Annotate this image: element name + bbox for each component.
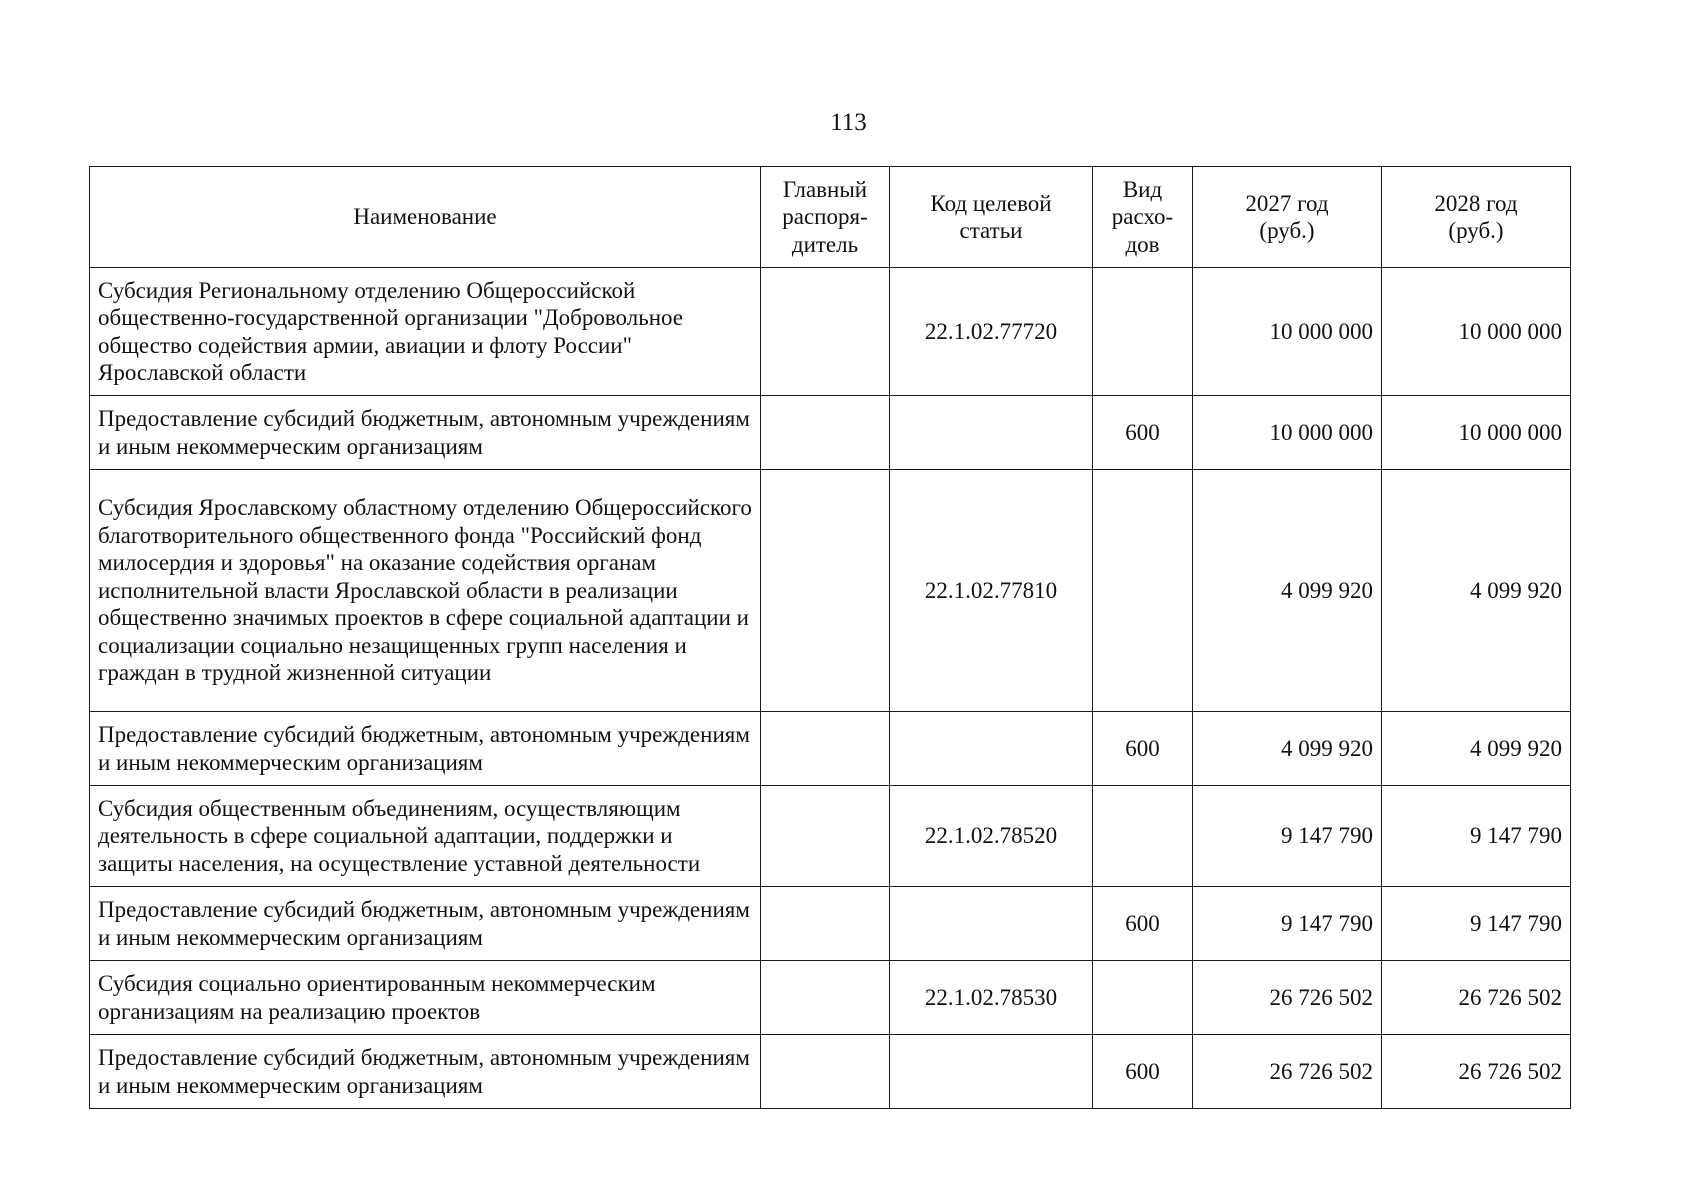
header-2028	[1382, 167, 1571, 268]
cell-vid	[1093, 470, 1193, 712]
cell-name: Предоставление субсидий бюджетным, автономным учреждениям и иным некоммерческим организациям	[90, 887, 761, 961]
cell-2027: 26 726 502	[1193, 1035, 1382, 1109]
cell-vid	[1093, 268, 1193, 396]
header-code-text: Код целевой статьи	[930, 190, 1052, 243]
header-name	[90, 167, 761, 268]
cell-name: Субсидия социально ориентированным некоммерческим организациям на реализацию проектов	[90, 961, 761, 1035]
cell-vid	[1093, 786, 1193, 887]
header-2028-text: 2028 год (руб.)	[1434, 190, 1518, 243]
cell-name: Субсидия Региональному отделению Общероссийской общественно-государственной организации "Добровольное общество содействия армии, авиации и флоту России" Ярославской области	[90, 268, 761, 396]
header-2027	[1193, 167, 1382, 268]
cell-code: 22.1.02.77810	[890, 470, 1093, 712]
cell-2027: 9 147 790	[1193, 887, 1382, 961]
cell-2027: 9 147 790	[1193, 786, 1382, 887]
table-row	[90, 961, 1571, 1035]
header-2027-text: 2027 год (руб.)	[1245, 190, 1329, 243]
cell-manager	[761, 712, 890, 786]
header-manager	[761, 167, 890, 268]
table-row	[90, 268, 1571, 396]
cell-code	[890, 1035, 1093, 1109]
cell-manager	[761, 396, 890, 470]
cell-2028: 10 000 000	[1382, 268, 1571, 396]
header-vid	[1093, 167, 1193, 268]
cell-vid: 600	[1093, 1035, 1193, 1109]
cell-vid	[1093, 961, 1193, 1035]
cell-manager	[761, 887, 890, 961]
cell-code: 22.1.02.77720	[890, 268, 1093, 396]
cell-2027: 10 000 000	[1193, 396, 1382, 470]
cell-2028: 9 147 790	[1382, 786, 1571, 887]
cell-2027: 4 099 920	[1193, 470, 1382, 712]
cell-2028: 4 099 920	[1382, 712, 1571, 786]
cell-code: 22.1.02.78530	[890, 961, 1093, 1035]
cell-code	[890, 887, 1093, 961]
cell-2027: 26 726 502	[1193, 961, 1382, 1035]
cell-name: Предоставление субсидий бюджетным, автономным учреждениям и иным некоммерческим организациям	[90, 1035, 761, 1109]
cell-manager	[761, 786, 890, 887]
cell-manager	[761, 470, 890, 712]
budget-table	[89, 166, 1571, 1109]
cell-2028: 10 000 000	[1382, 396, 1571, 470]
cell-manager	[761, 1035, 890, 1109]
cell-2028: 26 726 502	[1382, 1035, 1571, 1109]
cell-vid: 600	[1093, 712, 1193, 786]
cell-2028: 4 099 920	[1382, 470, 1571, 712]
cell-vid: 600	[1093, 887, 1193, 961]
cell-manager	[761, 268, 890, 396]
header-vid-text: Вид расхо- дов	[1111, 176, 1174, 257]
table-row	[90, 470, 1571, 712]
table-row	[90, 887, 1571, 961]
table-row	[90, 1035, 1571, 1109]
cell-name: Субсидия общественным объединениям, осуществляющим деятельность в сфере социальной адаптации, поддержки и защиты населения, на осуществление уставной деятельности	[90, 786, 761, 887]
cell-vid: 600	[1093, 396, 1193, 470]
header-manager-text: Главный распоря- дитель	[782, 176, 868, 257]
cell-name: Субсидия Ярославскому областному отделению Общероссийского благотворительного общественного фонда "Российский фонд милосердия и здоровья" на оказание содействия органам исполнительной власти Ярославской области в реализации общественно значимых проектов в сфере социальной адаптации и социализации социально незащищенных групп населения и граждан в трудной жизненной ситуации	[90, 470, 761, 712]
header-code	[890, 167, 1093, 268]
table-header-row	[90, 167, 1571, 268]
cell-2027: 4 099 920	[1193, 712, 1382, 786]
table-row	[90, 712, 1571, 786]
table-row	[90, 786, 1571, 887]
cell-manager	[761, 961, 890, 1035]
header-name-text: Наименование	[353, 204, 497, 230]
cell-2028: 9 147 790	[1382, 887, 1571, 961]
cell-code	[890, 396, 1093, 470]
page-number: 113	[830, 109, 867, 136]
cell-code: 22.1.02.78520	[890, 786, 1093, 887]
cell-code	[890, 712, 1093, 786]
cell-name: Предоставление субсидий бюджетным, автономным учреждениям и иным некоммерческим организациям	[90, 712, 761, 786]
table-row	[90, 396, 1571, 470]
cell-2028: 26 726 502	[1382, 961, 1571, 1035]
cell-2027: 10 000 000	[1193, 268, 1382, 396]
cell-name: Предоставление субсидий бюджетным, автономным учреждениям и иным некоммерческим организациям	[90, 396, 761, 470]
